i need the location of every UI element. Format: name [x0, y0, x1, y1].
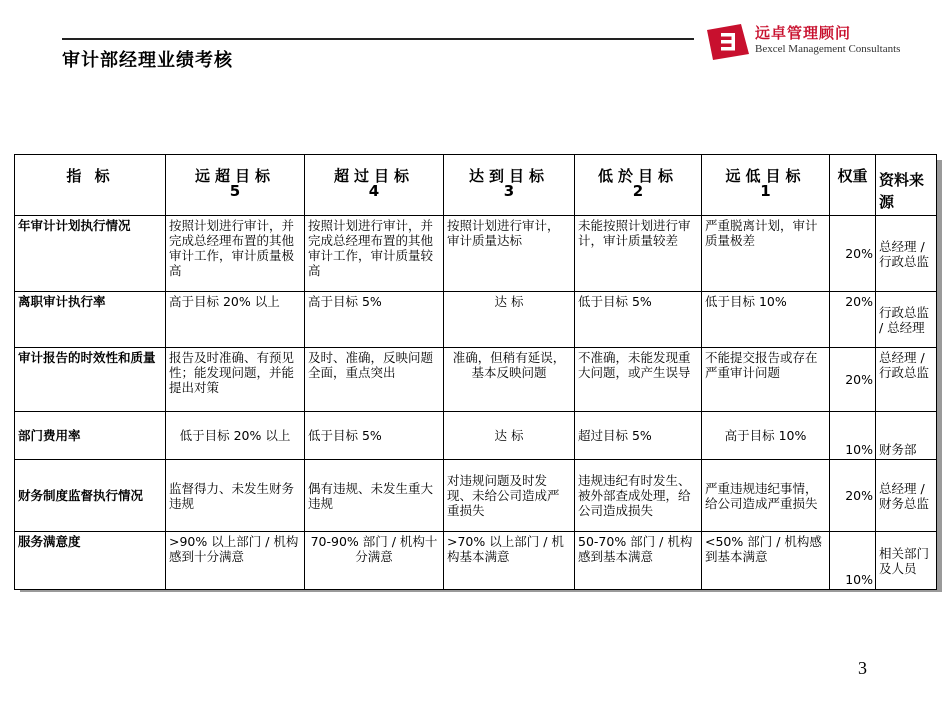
- company-logo: [707, 22, 947, 62]
- header-level-5: [166, 155, 305, 216]
- row-name: 离职审计执行率: [15, 292, 166, 348]
- cell-level-3: 达 标: [444, 412, 575, 460]
- cell-level-4: 高于目标 5%: [305, 292, 444, 348]
- cell-source: 总经理 / 财务总监: [876, 460, 937, 532]
- header-level-1: [702, 155, 830, 216]
- header-level-5-label: 远超目标: [194, 167, 275, 185]
- page-number: 3: [858, 658, 867, 678]
- cell-level-4: 及时、准确，反映问题全面，重点突出: [305, 348, 444, 412]
- cell-level-3: 对违规问题及时发现、未给公司造成严重损失: [444, 460, 575, 532]
- cell-level-1: 低于目标 10%: [702, 292, 830, 348]
- row-name: 审计报告的时效性和质量: [15, 348, 166, 412]
- table-row: [15, 460, 937, 532]
- cell-source: 总经理 / 行政总监: [876, 216, 937, 292]
- logo-mark-icon: [707, 24, 749, 60]
- cell-level-1: 严重脱离计划，审计质量极差: [702, 216, 830, 292]
- cell-level-2: 低于目标 5%: [575, 292, 702, 348]
- cell-level-5: 低于目标 20% 以上: [166, 412, 305, 460]
- header-rule: [62, 38, 694, 40]
- header-level-5-num: 5: [229, 182, 241, 200]
- header-level-2-num: 2: [632, 182, 644, 200]
- cell-level-4: 70-90% 部门 / 机构十分满意: [305, 532, 444, 590]
- cell-level-1: <50% 部门 / 机构感到基本满意: [702, 532, 830, 590]
- cell-level-2: 未能按照计划进行审计，审计质量较差: [575, 216, 702, 292]
- cell-weight: 10%: [830, 532, 876, 590]
- header-level-2-label: 低於目标: [597, 167, 678, 185]
- header-level-4: [305, 155, 444, 216]
- cell-weight: 20%: [830, 292, 876, 348]
- cell-level-3: 达 标: [444, 292, 575, 348]
- header-level-4-num: 4: [368, 182, 380, 200]
- header-level-2: [575, 155, 702, 216]
- cell-level-1: 高于目标 10%: [702, 412, 830, 460]
- cell-weight: 20%: [830, 216, 876, 292]
- cell-level-4: 按照计划进行审计，并完成总经理布置的其他审计工作，审计质量较高: [305, 216, 444, 292]
- cell-weight: 10%: [830, 412, 876, 460]
- row-name: 服务满意度: [15, 532, 166, 590]
- header-level-1-label: 远低目标: [725, 167, 806, 185]
- cell-level-5: 高于目标 20% 以上: [166, 292, 305, 348]
- cell-level-2: 不准确，未能发现重大问题，或产生误导: [575, 348, 702, 412]
- table-row: [15, 216, 937, 292]
- cell-level-5: 按照计划进行审计，并完成总经理布置的其他审计工作，审计质量极高: [166, 216, 305, 292]
- header-level-3: [444, 155, 575, 216]
- logo-name-cn: 远卓管理顾问: [755, 24, 852, 42]
- kpi-table: [14, 154, 937, 590]
- header-level-1-num: 1: [760, 182, 771, 200]
- cell-level-3: >70% 以上部门 / 机构基本满意: [444, 532, 575, 590]
- cell-level-4: 低于目标 5%: [305, 412, 444, 460]
- table-row: [15, 292, 937, 348]
- table-header-row: [15, 155, 937, 216]
- cell-level-2: 违规违纪有时发生、被外部查成处理，给公司造成损失: [575, 460, 702, 532]
- cell-level-1: 不能提交报告或存在严重审计问题: [702, 348, 830, 412]
- cell-weight: 20%: [830, 348, 876, 412]
- cell-level-3: 按照计划进行审计，审计质量达标: [444, 216, 575, 292]
- cell-level-5: >90% 以上部门 / 机构感到十分满意: [166, 532, 305, 590]
- page-title: 审计部经理业绩考核: [62, 50, 233, 71]
- header-indicator: 指 标: [15, 155, 166, 216]
- table-row: [15, 348, 937, 412]
- header-source: 资料来源: [876, 155, 937, 216]
- row-name: 部门费用率: [15, 412, 166, 460]
- logo-name-en: Bexcel Management Consultants: [755, 43, 901, 55]
- cell-level-4: 偶有违规、未发生重大违规: [305, 460, 444, 532]
- cell-source: 总经理 / 行政总监: [876, 348, 937, 412]
- header-level-3-label: 达到目标: [468, 167, 549, 185]
- cell-level-3: 准确，但稍有延误，基本反映问题: [444, 348, 575, 412]
- cell-source: 财务部: [876, 412, 937, 460]
- table-row: [15, 532, 937, 590]
- cell-level-5: 报告及时准确、有预见性；能发现问题，并能提出对策: [166, 348, 305, 412]
- header-level-3-num: 3: [503, 182, 515, 200]
- header-level-4-label: 超过目标: [333, 167, 414, 185]
- cell-level-5: 监督得力、未发生财务违规: [166, 460, 305, 532]
- table-row: [15, 412, 937, 460]
- header-weight: 权重: [830, 155, 876, 216]
- cell-level-2: 超过目标 5%: [575, 412, 702, 460]
- row-name: 财务制度监督执行情况: [15, 460, 166, 532]
- row-name: 年审计计划执行情况: [15, 216, 166, 292]
- cell-source: 行政总监 / 总经理: [876, 292, 937, 348]
- cell-weight: 20%: [830, 460, 876, 532]
- cell-level-1: 严重违规违纪事情，给公司造成严重损失: [702, 460, 830, 532]
- cell-source: 相关部门及人员: [876, 532, 937, 590]
- cell-level-2: 50-70% 部门 / 机构感到基本满意: [575, 532, 702, 590]
